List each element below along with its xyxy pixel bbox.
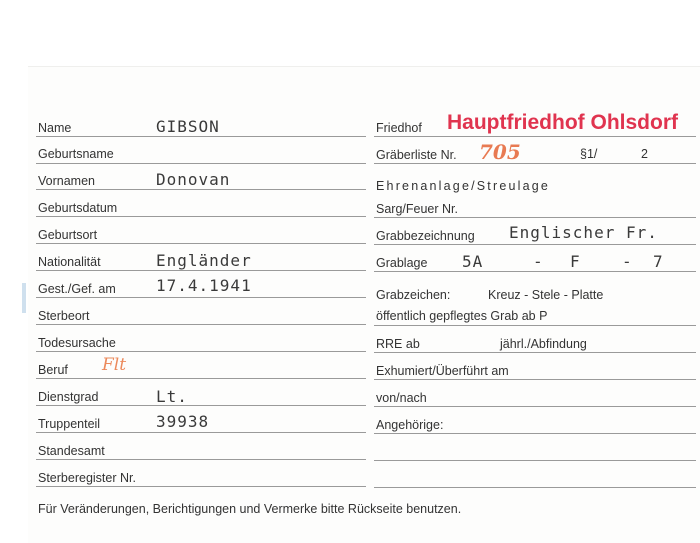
sterbeort-line	[36, 324, 366, 325]
gestgef-line	[36, 297, 366, 298]
dienstgrad-value: Lt.	[156, 387, 188, 406]
dienstgrad-line	[36, 405, 366, 406]
paragraph-number: 2	[641, 147, 648, 161]
abfindung-label: jährl./Abfindung	[500, 337, 587, 351]
graeberliste-label: Gräberliste Nr.	[376, 148, 457, 162]
beruf-value: Flt	[102, 355, 127, 375]
edge-smudge	[22, 283, 26, 313]
grablage-line	[374, 271, 696, 272]
sterberegister-label: Sterberegister Nr.	[38, 471, 136, 485]
geburtsort-line	[36, 243, 366, 244]
geburtsort-label: Geburtsort	[38, 228, 98, 242]
nationalitaet-value: Engländer	[156, 251, 252, 270]
angehoerige-line	[374, 433, 696, 434]
dienstgrad-label: Dienstgrad	[38, 390, 99, 404]
todesursache-line	[36, 351, 366, 352]
gestgef-value: 17.4.1941	[156, 276, 252, 295]
gepflegt-label: öffentlich gepflegtes Grab ab P	[376, 309, 548, 323]
nationalitaet-line	[36, 270, 366, 271]
geburtsdatum-label: Geburtsdatum	[38, 201, 118, 215]
exhumiert-line	[374, 379, 696, 380]
standesamt-label: Standesamt	[38, 444, 105, 458]
grablage-label: Grablage	[376, 256, 428, 270]
friedhof-stamp: Hauptfriedhof Ohlsdorf	[447, 111, 678, 134]
todesursache-label: Todesursache	[38, 336, 116, 350]
gepflegt-line	[374, 325, 696, 326]
grave-record-card	[28, 66, 700, 543]
nationalitaet-label: Nationalität	[38, 255, 101, 269]
geburtsdatum-line	[36, 216, 366, 217]
grabbezeichnung-line	[374, 244, 696, 245]
sterberegister-line	[36, 486, 366, 487]
truppenteil-line	[36, 432, 366, 433]
grablage-sep-2: -	[622, 252, 633, 271]
sterbeort-label: Sterbeort	[38, 309, 90, 323]
ehrenanlage-label: Ehrenanlage/Streulage	[376, 179, 551, 193]
geburtsname-label: Geburtsname	[38, 147, 114, 161]
vonnach-label: von/nach	[376, 391, 427, 405]
angehoerige-line-2	[374, 460, 696, 461]
sargfeuer-line	[374, 217, 696, 218]
friedhof-label: Friedhof	[376, 121, 422, 135]
grabzeichen-options: Kreuz - Stele - Platte	[488, 288, 604, 302]
grablage-part-b: F	[570, 252, 581, 271]
grabbezeichnung-value: Englischer Fr.	[509, 223, 658, 242]
sargfeuer-label: Sarg/Feuer Nr.	[376, 202, 458, 216]
truppenteil-label: Truppenteil	[38, 417, 101, 431]
vornamen-line	[36, 189, 366, 190]
angehoerige-label: Angehörige:	[376, 418, 444, 432]
grablage-part-a: 5A	[462, 252, 484, 271]
vonnach-line	[374, 406, 696, 407]
gestgef-label: Gest./Gef. am	[38, 282, 116, 296]
grabzeichen-label: Grabzeichen:	[376, 288, 451, 302]
name-line	[36, 136, 366, 137]
name-value: GIBSON	[156, 117, 220, 136]
beruf-label: Beruf	[38, 363, 68, 377]
standesamt-line	[36, 459, 366, 460]
graeberliste-line	[374, 163, 696, 164]
footer-note: Für Veränderungen, Berichtigungen und Vermerke bitte Rückseite benutzen.	[38, 502, 462, 516]
geburtsname-line	[36, 163, 366, 164]
vornamen-value: Donovan	[156, 170, 231, 189]
rre-label: RRE ab	[376, 337, 420, 351]
vornamen-label: Vornamen	[38, 174, 95, 188]
grablage-part-c: 7	[653, 252, 664, 271]
rre-line	[374, 352, 696, 353]
friedhof-line	[374, 136, 696, 137]
angehoerige-line-3	[374, 487, 696, 488]
grabbezeichnung-label: Grabbezeichnung	[376, 229, 475, 243]
grablage-sep-1: -	[533, 252, 544, 271]
name-label: Name	[38, 121, 72, 135]
graeberliste-value: 705	[479, 140, 521, 164]
beruf-line	[36, 378, 366, 379]
exhumiert-label: Exhumiert/Überführt am	[376, 364, 509, 378]
truppenteil-value: 39938	[156, 412, 210, 431]
paragraph-value: §1/	[580, 147, 598, 161]
